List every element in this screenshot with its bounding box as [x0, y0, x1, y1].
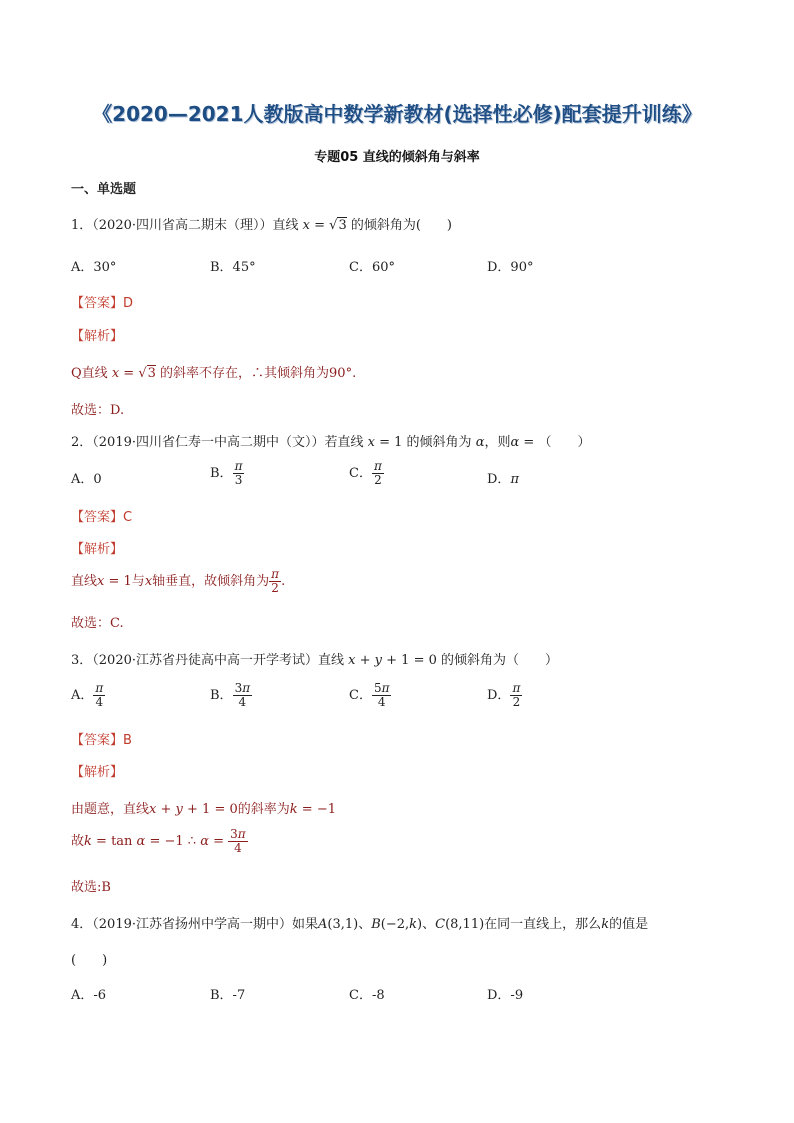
question-2-option-d: D．π — [487, 472, 519, 487]
question-2-option-c: C． $\frac{\pi}{2}$ — [349, 459, 382, 487]
topic-subtitle: 专题05 直线的倾斜角与斜率 — [314, 150, 480, 165]
question-3-explanation-2: 故k = tan α = −1 ∴ α = $\frac{3\pi}{4}$ — [71, 827, 246, 855]
question-2-option-b: B． $\frac{\pi}{3}$ — [210, 459, 243, 487]
question-2-answer: 【答案】C — [71, 510, 133, 525]
question-4-option-d: D．-9 — [487, 988, 524, 1003]
question-1-option-c: C．60° — [349, 260, 395, 275]
document-title: 《2020—2021人教版高中数学新教材(选择性必修)配套提升训练》 — [92, 102, 702, 126]
question-3-analysis-label: 【解析】 — [71, 765, 124, 780]
question-3-option-b: B． $\frac{3\pi}{4}$ — [210, 681, 251, 709]
question-3-option-a: A． $\frac{\pi}{4}$ — [71, 681, 104, 709]
question-4-stem-continued: ( ) — [71, 953, 108, 968]
question-4-option-c: C．-8 — [349, 988, 385, 1003]
question-3-stem: 3．（2020·江苏省丹徒高中高一开学考试）直线 x + y + 1 = 0 的倾斜角为（ ） — [71, 653, 559, 668]
question-1-option-b: B．45° — [210, 260, 256, 275]
question-1-conclusion: 故选：D. — [71, 403, 125, 418]
question-1-option-a: A．30° — [71, 260, 117, 275]
question-1-analysis-label: 【解析】 — [71, 329, 124, 344]
question-2-analysis-label: 【解析】 — [71, 542, 124, 557]
question-1-option-d: D．90° — [487, 260, 534, 275]
question-2-stem: 2．（2019·四川省仁寿一中高二期中（文））若直线 x = 1 的倾斜角为 α，则α = （ ） — [71, 435, 591, 450]
question-1-stem: 1．（2020·四川省高二期末（理））直线 x = √3 的倾斜角为( ) — [71, 218, 453, 233]
question-3-option-d: D． $\frac{\pi}{2}$ — [487, 681, 521, 709]
question-1-answer: 【答案】D — [71, 296, 134, 311]
question-2-option-a: A．0 — [71, 472, 102, 487]
question-4-option-b: B．-7 — [210, 988, 246, 1003]
section-heading: 一、单选题 — [71, 182, 137, 197]
question-2-explanation: 直线x = 1与x轴垂直，故倾斜角为 $\frac{\pi}{2}$ . — [71, 567, 286, 595]
question-1-explanation: Q直线 x = √3 的斜率不存在，∴其倾斜角为90°. — [71, 366, 357, 381]
question-3-explanation-1: 由题意，直线x + y + 1 = 0的斜率为k = −1 — [71, 802, 336, 817]
question-4-option-a: A．-6 — [71, 988, 107, 1003]
question-3-answer: 【答案】B — [71, 733, 132, 748]
question-3-conclusion: 故选:B — [71, 880, 111, 895]
question-4-stem: 4．（2019·江苏省扬州中学高一期中）如果A(3,1)、B(−2,k)、C(8,11)在同一直线上，那么k的值是 — [71, 917, 649, 932]
question-2-conclusion: 故选：C. — [71, 616, 124, 631]
question-3-option-c: C． $\frac{5\pi}{4}$ — [349, 681, 390, 709]
